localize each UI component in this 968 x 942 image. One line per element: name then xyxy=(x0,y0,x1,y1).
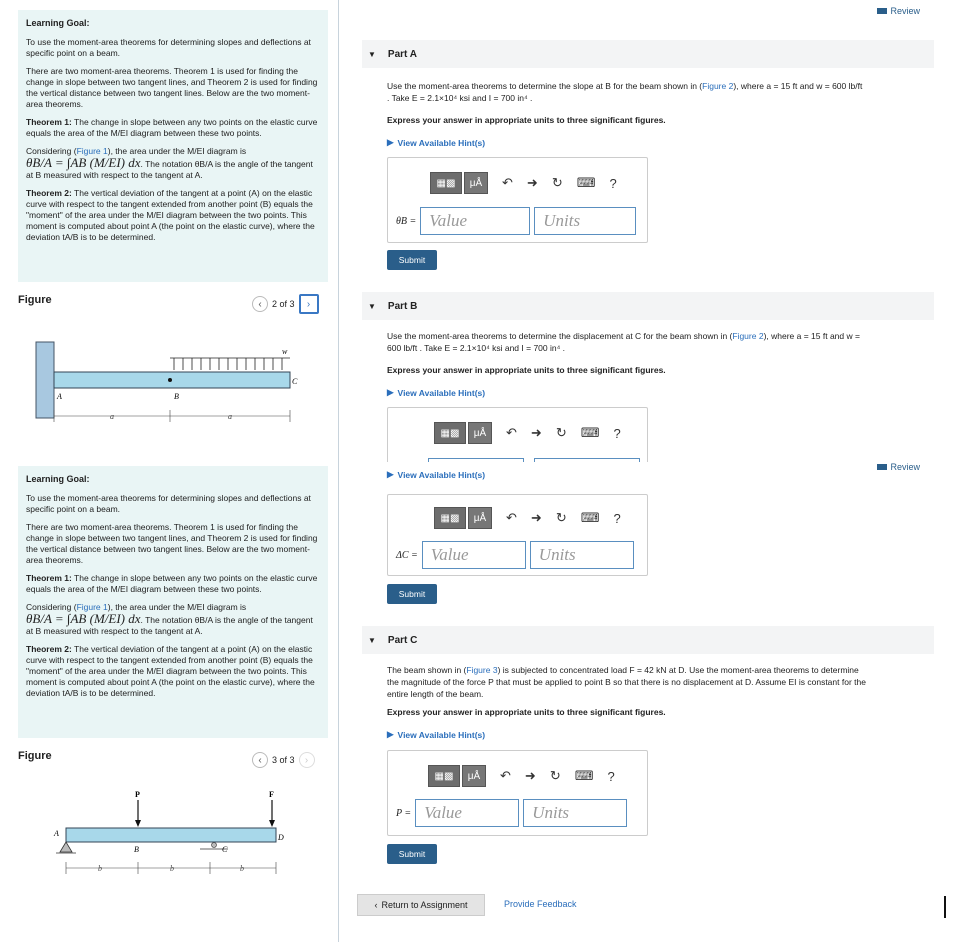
label-b: B xyxy=(134,845,139,854)
part-a-submit-button[interactable]: Submit xyxy=(387,250,437,270)
p-label: P = xyxy=(396,807,412,819)
considering xyxy=(26,146,320,181)
considering-text-a: Considering ( xyxy=(26,602,77,612)
figure-2-diagram xyxy=(30,336,330,426)
part-a-answer-box xyxy=(387,157,648,243)
help-icon[interactable]: ? xyxy=(609,175,617,191)
template-icon[interactable]: ▦▩ xyxy=(428,765,460,787)
theorem-2-text: The vertical deviation of the tangent at a point (A) on the elastic curve with respect to the tangent extended from another point (B) equals the "moment" of the area under the M/EI diagram between the two points. This moment is computed about point A (the point on the elastic curve), where the deviation tA/B is to be determined. xyxy=(26,188,315,242)
part-a-q-c: . Take E = 2.1×10⁴ ksi and I = 700 in⁴ . xyxy=(387,93,533,103)
reset-icon[interactable]: ↻ xyxy=(555,510,567,525)
theorem-1-label: Theorem 1: xyxy=(26,573,72,583)
part-c-header[interactable] xyxy=(362,626,934,654)
label-c: C xyxy=(222,845,228,854)
part-c-title: Part C xyxy=(387,634,418,646)
force-p-head xyxy=(135,820,141,827)
theorem-1-label: Theorem 1: xyxy=(26,117,72,127)
template-group xyxy=(428,765,486,787)
roller-support-c xyxy=(212,843,217,848)
figure-3-diagram xyxy=(50,788,300,878)
part-c-value-input[interactable]: Value xyxy=(415,799,519,827)
collapse-icon: ▼ xyxy=(368,49,376,59)
part-c-question xyxy=(387,664,935,700)
label-b-point: B xyxy=(174,392,179,401)
column-divider xyxy=(338,462,339,942)
part-c-answer-box xyxy=(387,750,648,836)
part-c-q-c: the magnitude of the force P that must be applied to point B so that there is no displacement at D. Assume EI is constant for the xyxy=(387,677,866,687)
part-b-toolbar xyxy=(434,507,621,529)
collapse-icon: ▼ xyxy=(368,301,376,311)
reset-icon[interactable]: ↻ xyxy=(551,175,563,190)
considering-text-b: ), the area under the M/EI diagram is xyxy=(107,146,247,156)
part-c-q-d: entire length of the beam. xyxy=(387,689,484,699)
label-d: D xyxy=(278,833,284,842)
part-b-title: Part B xyxy=(387,300,418,312)
figure-title: Figure xyxy=(18,294,52,306)
part-a-value-input[interactable]: Value xyxy=(420,207,530,235)
delta-c-label: ΔC = xyxy=(396,549,418,561)
label-f: F xyxy=(269,790,274,799)
part-c-hint-label: View Available Hint(s) xyxy=(397,729,486,740)
part-b-hint-label: View Available Hint(s) xyxy=(397,469,486,480)
review-icon xyxy=(877,8,887,14)
theorem-2-label: Theorem 2: xyxy=(26,644,72,654)
help-icon[interactable]: ? xyxy=(613,425,621,441)
prev-figure-button[interactable]: ‹ xyxy=(252,296,268,312)
part-a-units-input[interactable]: Units xyxy=(534,207,636,235)
part-b-answer-box-top xyxy=(387,407,648,462)
part-a-question xyxy=(387,80,935,104)
part-a-toolbar xyxy=(430,172,617,194)
figure-page-count: 2 of 3 xyxy=(272,299,295,309)
template-group xyxy=(434,507,492,529)
provide-feedback-link[interactable]: Provide Feedback xyxy=(504,899,577,909)
next-figure-button[interactable]: › xyxy=(299,752,315,768)
learning-goal-title: Learning Goal: xyxy=(26,474,90,484)
redo-icon[interactable]: ➜ xyxy=(524,768,536,783)
part-c-units-input[interactable]: Units xyxy=(523,799,627,827)
part-b-question xyxy=(387,330,935,354)
figure-1-link[interactable]: Figure 1 xyxy=(76,602,108,612)
part-a-instruction: Express your answer in appropriate units to three significant figures. xyxy=(387,115,666,125)
part-c-q-a: The beam shown in ( xyxy=(387,665,467,675)
part-b-hint-toggle-partial[interactable] xyxy=(387,469,485,480)
formula-tail: . The notation θB/A is the angle of the tangent at B measured with respect to the tangent at A. xyxy=(26,159,313,180)
part-b-q-c: 600 lb/ft . Take E = 2.1×10⁴ ksi and I = 700 in⁴ . xyxy=(387,343,565,353)
help-icon[interactable]: ? xyxy=(613,510,621,526)
figure-title: Figure xyxy=(18,750,52,762)
figure-pager xyxy=(252,294,319,314)
label-w: w xyxy=(282,347,288,356)
keyboard-icon[interactable]: ⌨ xyxy=(580,425,600,440)
undo-icon[interactable]: ↶ xyxy=(506,510,517,525)
theorem-2 xyxy=(26,644,320,699)
figure-1-link[interactable]: Figure 1 xyxy=(76,146,108,156)
part-b-answer-box xyxy=(387,494,648,576)
units-button[interactable]: μÅ xyxy=(464,172,488,194)
return-to-assignment-button[interactable] xyxy=(357,894,485,916)
label-c-point: C xyxy=(292,377,298,386)
figure-3-link[interactable]: Figure 3 xyxy=(466,665,498,675)
next-figure-button[interactable]: › xyxy=(299,294,319,314)
part-a-header[interactable] xyxy=(362,40,934,68)
learning-goal-two-theorems: There are two moment-area theorems. Theorem 1 is used for finding the change in slope between two tangent lines, and Theorem 2 is used for finding the vertical distance between two tangent lines. Below are the two moment-area theorems. xyxy=(26,522,318,565)
part-c-instruction: Express your answer in appropriate units to three significant figures. xyxy=(387,707,666,717)
part-b-hint-label: View Available Hint(s) xyxy=(397,387,486,398)
theorem-1-text: The change in slope between any two points on the elastic curve equals the area of the M/EI diagram between these two points. xyxy=(26,117,318,138)
part-a-q-a: Use the moment-area theorems to determine the slope at B for the beam shown in ( xyxy=(387,81,703,91)
keyboard-icon[interactable]: ⌨ xyxy=(580,510,600,525)
learning-goal-two-theorems: There are two moment-area theorems. Theorem 1 is used for finding the change in slope between two tangent lines, and Theorem 2 is used for finding the vertical distance between two tangent lines. Below are the two moment-area theorems. xyxy=(26,66,318,109)
part-b-value-input[interactable]: Value xyxy=(422,541,526,569)
template-group xyxy=(430,172,488,194)
part-b-header[interactable] xyxy=(362,292,934,320)
label-a-point: A xyxy=(57,392,62,401)
part-b-submit-button[interactable]: Submit xyxy=(387,584,437,604)
part-c-q-b: ) is subjected to concentrated load F = 42 kN at D. Use the moment-area theorems to determine xyxy=(497,665,859,675)
triangle-right-icon: ▶ xyxy=(387,469,394,479)
units-button[interactable]: μÅ xyxy=(468,507,492,529)
learning-goal-title: Learning Goal: xyxy=(26,18,90,28)
distributed-load xyxy=(170,358,290,370)
text-cursor xyxy=(944,896,946,918)
part-b-q-a: Use the moment-area theorems to determine the displacement at C for the beam shown in ( xyxy=(387,331,733,341)
theorem-1-text: The change in slope between any two points on the elastic curve equals the area of the M/EI diagram between these two points. xyxy=(26,573,318,594)
template-icon[interactable]: ▦▩ xyxy=(434,507,466,529)
part-b-hint-toggle[interactable] xyxy=(387,387,485,398)
learning-goal-intro: To use the moment-area theorems for determining slopes and deflections at specific point on a beam. xyxy=(26,37,311,58)
pin-support-a xyxy=(60,842,72,852)
label-p: P xyxy=(135,790,140,799)
dim-b-2: b xyxy=(170,864,174,873)
theorem-2 xyxy=(26,188,320,243)
template-group xyxy=(434,422,492,444)
review-label: Review xyxy=(890,462,920,472)
part-a-hint-label: View Available Hint(s) xyxy=(397,137,486,148)
figure-pager xyxy=(252,752,315,768)
undo-icon[interactable]: ↶ xyxy=(502,175,513,190)
beam xyxy=(66,828,276,842)
keyboard-icon[interactable]: ⌨ xyxy=(576,175,596,190)
help-icon[interactable]: ? xyxy=(607,768,615,784)
units-button[interactable]: μÅ xyxy=(462,765,486,787)
part-b-instruction: Express your answer in appropriate units to three significant figures. xyxy=(387,365,666,375)
theorem-1 xyxy=(26,117,320,139)
part-c-submit-button[interactable]: Submit xyxy=(387,844,437,864)
dim-b-3: b xyxy=(240,864,244,873)
part-a-hint-toggle[interactable] xyxy=(387,137,485,148)
undo-icon[interactable]: ↶ xyxy=(500,768,511,783)
review-icon xyxy=(877,464,887,470)
formula-tail: . The notation θB/A is the angle of the tangent at B measured with respect to the tangent at A. xyxy=(26,615,313,636)
learning-goal-panel xyxy=(18,10,328,282)
part-b-answer-row xyxy=(396,541,634,569)
dim-b-1: b xyxy=(98,864,102,873)
part-a-answer-row xyxy=(396,207,636,235)
triangle-right-icon: ▶ xyxy=(387,729,394,739)
units-button[interactable]: μÅ xyxy=(468,422,492,444)
theorem-2-text: The vertical deviation of the tangent at a point (A) on the elastic curve with respect to the tangent extended from another point (B) equals the "moment" of the area under the M/EI diagram between the two points. This moment is computed about point A (the point on the elastic curve), where the deviation tA/B is to be determined. xyxy=(26,644,315,698)
theorem-1 xyxy=(26,573,320,595)
figure-2-link[interactable]: Figure 2 xyxy=(732,331,764,341)
part-b-q-b: ), where a = 15 ft and w = xyxy=(763,331,860,341)
triangle-right-icon: ▶ xyxy=(387,137,394,147)
triangle-right-icon: ▶ xyxy=(387,387,394,397)
fixed-wall xyxy=(36,342,54,418)
review-label: Review xyxy=(890,6,920,16)
redo-icon[interactable]: ➜ xyxy=(530,425,542,440)
collapse-icon: ▼ xyxy=(368,635,376,645)
theta-formula: θB/A = ∫AB (M/EI) dx xyxy=(26,611,141,626)
figure-page-count: 3 of 3 xyxy=(272,755,295,765)
part-b-toolbar-top xyxy=(434,422,621,444)
return-label: Return to Assignment xyxy=(381,900,468,910)
part-c-toolbar xyxy=(428,765,615,787)
part-a-q-b: ), where a = 15 ft and w = 600 lb/ft xyxy=(733,81,863,91)
force-f-head xyxy=(269,820,275,827)
considering xyxy=(26,602,320,637)
theta-b-label: θB = xyxy=(396,215,417,227)
theta-formula: θB/A = ∫AB (M/EI) dx xyxy=(26,155,141,170)
template-icon[interactable]: ▦▩ xyxy=(434,422,466,444)
reset-icon[interactable]: ↻ xyxy=(555,425,567,440)
part-c-answer-row xyxy=(396,799,627,827)
part-b-units-input[interactable]: Units xyxy=(530,541,634,569)
keyboard-icon[interactable]: ⌨ xyxy=(574,768,594,783)
learning-goal-panel xyxy=(18,466,328,738)
label-a: A xyxy=(54,829,59,838)
learning-goal-intro: To use the moment-area theorems for determining slopes and deflections at specific point on a beam. xyxy=(26,493,311,514)
review-link[interactable] xyxy=(877,462,920,472)
part-a-title: Part A xyxy=(387,48,418,60)
chevron-left-icon: ‹ xyxy=(374,900,378,910)
template-icon[interactable]: ▦▩ xyxy=(430,172,462,194)
figure-2-link[interactable]: Figure 2 xyxy=(702,81,734,91)
prev-figure-button[interactable]: ‹ xyxy=(252,752,268,768)
considering-text-a: Considering ( xyxy=(26,146,77,156)
column-divider xyxy=(338,0,339,462)
part-c-hint-toggle[interactable] xyxy=(387,729,485,740)
dim-a-2: a xyxy=(228,412,232,421)
considering-text-b: ), the area under the M/EI diagram is xyxy=(107,602,247,612)
screenshot-top xyxy=(0,0,968,462)
theorem-2-label: Theorem 2: xyxy=(26,188,72,198)
redo-icon[interactable]: ➜ xyxy=(526,175,538,190)
dim-a-1: a xyxy=(110,412,114,421)
screenshot-bottom xyxy=(0,462,968,942)
point-b-marker xyxy=(168,378,172,382)
undo-icon[interactable]: ↶ xyxy=(506,425,517,440)
reset-icon[interactable]: ↻ xyxy=(549,768,561,783)
redo-icon[interactable]: ➜ xyxy=(530,510,542,525)
review-link[interactable] xyxy=(877,6,920,16)
dimension-lines xyxy=(54,410,290,422)
